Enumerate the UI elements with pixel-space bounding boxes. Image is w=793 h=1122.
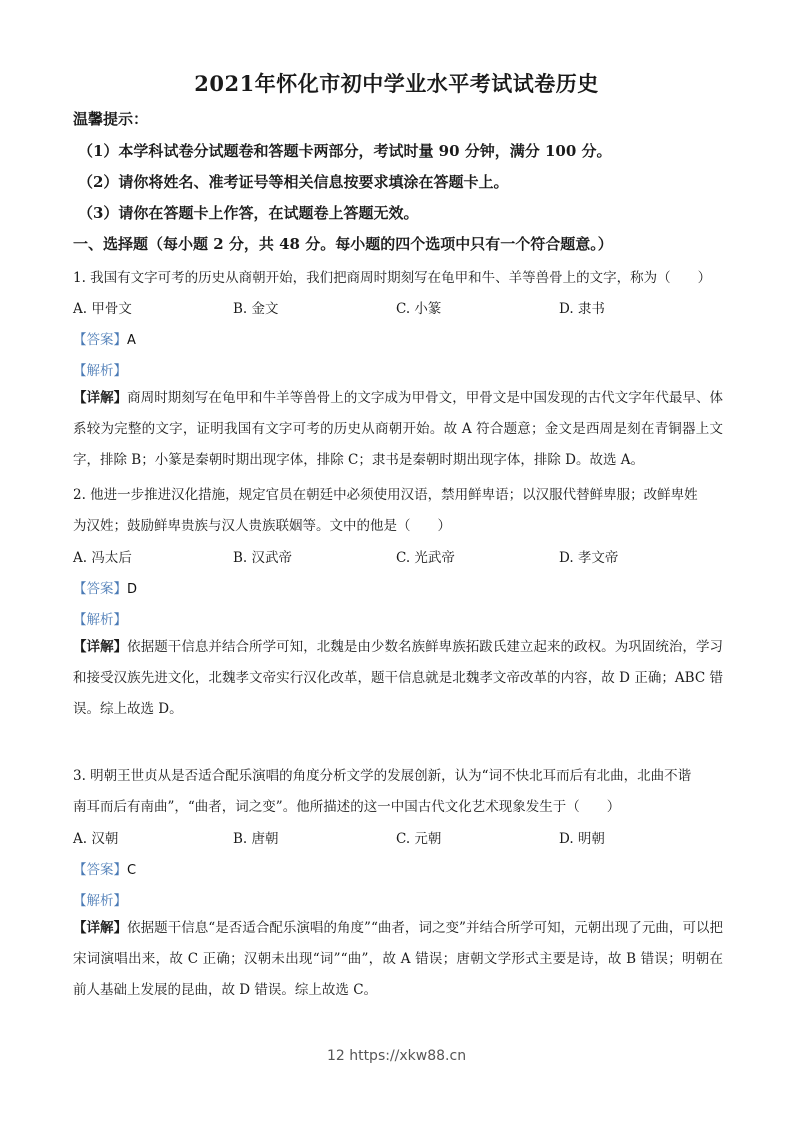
option-a: A. 汉朝 [73,831,119,847]
question-2-stem-line-2: 为汉姓；鼓励鲜卑贵族与汉人贵族联姻等。文中的他是（ ） [73,518,451,534]
question-1-detail [73,383,723,476]
option-d: D. 隶书 [559,301,605,317]
answer-label: 【答案】 [73,332,127,348]
question-1-analysis-label: 【解析】 [73,363,127,379]
answer-value: D [127,582,138,597]
answer-value: A [127,333,136,348]
detail-text: 依据题干信息“是否适合配乐演唱的角度”“曲者，词之变”并结合所学可知，元朝出现了元曲，可以把宋词演唱出来，故 C 正确；汉朝未出现“词”“曲”，故 A 错误；唐朝文学形式主要是诗，故 B 错误；明朝在前人基础上发展的昆曲，故 D 错误。综上故选 C。 [73,920,724,998]
option-d: D. 明朝 [559,831,605,847]
page-footer: 12 https://xkw88.cn [326,1048,467,1064]
answer-label: 【答案】 [73,581,127,597]
question-3-stem-line-1: 3. 明朝王世贞从是否适合配乐演唱的角度分析文学的发展创新，认为“词不快北耳而后有北曲，北曲不谐 [73,768,692,784]
option-b: B. 唐朝 [233,831,279,847]
detail-label: 【详解】 [73,920,128,936]
option-b: B. 金文 [233,301,279,317]
page-title: 2021年怀化市初中学业水平考试试卷历史 [194,71,599,96]
notice-item-3: （3）请你在答题卡上作答，在试题卷上答题无效。 [78,204,419,222]
detail-label: 【详解】 [73,639,128,655]
question-3-analysis-label: 【解析】 [73,893,127,909]
option-b: B. 汉武帝 [233,550,293,566]
notice-item-1: （1）本学科试卷分试题卷和答题卡两部分，考试时量 90 分钟，满分 100 分。 [78,142,612,160]
question-2-stem-line-1: 2. 他进一步推进汉化措施，规定官员在朝廷中必须使用汉语，禁用鲜卑语；以汉服代替鲜卑服；改鲜卑姓 [73,487,698,503]
answer-label: 【答案】 [73,862,127,878]
question-1-stem: 1. 我国有文字可考的历史从商朝开始，我们把商周时期刻写在龟甲和牛、羊等兽骨上的文字，称为（ ） [73,270,712,286]
notice-item-2: （2）请你将姓名、准考证号等相关信息按要求填涂在答题卡上。 [78,173,509,191]
question-1-answer [73,328,136,348]
detail-label: 【详解】 [73,390,128,406]
option-a: A. 冯太后 [73,550,132,566]
question-3-detail [73,913,723,1006]
detail-text: 依据题干信息并结合所学可知，北魏是由少数名族鲜卑族拓跋氏建立起来的政权。为巩固统治，学习和接受汉族先进文化，北魏孝文帝实行汉化改革，题干信息就是北魏孝文帝改革的内容，故 D 正确；ABC 错误。综上故选 D。 [73,639,724,717]
answer-value: C [127,863,137,878]
option-c: C. 小篆 [396,301,442,317]
question-3-stem-line-2: 南耳而后有南曲”，“曲者，词之变”。他所描述的这一中国古代文化艺术现象发生于（ ） [73,799,621,815]
section-heading: 一、选择题（每小题 2 分，共 48 分。每小题的四个选项中只有一个符合题意。） [73,235,613,253]
question-2-detail [73,632,723,725]
question-2-analysis-label: 【解析】 [73,612,127,628]
detail-text: 商周时期刻写在龟甲和牛羊等兽骨上的文字成为甲骨文，甲骨文是中国发现的古代文字年代最早、体系较为完整的文字，证明我国有文字可考的历史从商朝开始。故 A 符合题意；金文是西周是刻在青铜器上文字，排除 B；小篆是秦朝时期出现字体，排除 C；隶书是秦朝时期出现字体，排除 D。故选 A。 [73,390,724,468]
option-d: D. 孝文帝 [559,550,619,566]
question-2-answer [73,577,137,597]
option-c: C. 光武帝 [396,550,455,566]
question-3-answer [73,858,136,878]
option-a: A. 甲骨文 [73,301,132,317]
notice-heading: 温馨提示： [73,110,149,128]
option-c: C. 元朝 [396,831,442,847]
